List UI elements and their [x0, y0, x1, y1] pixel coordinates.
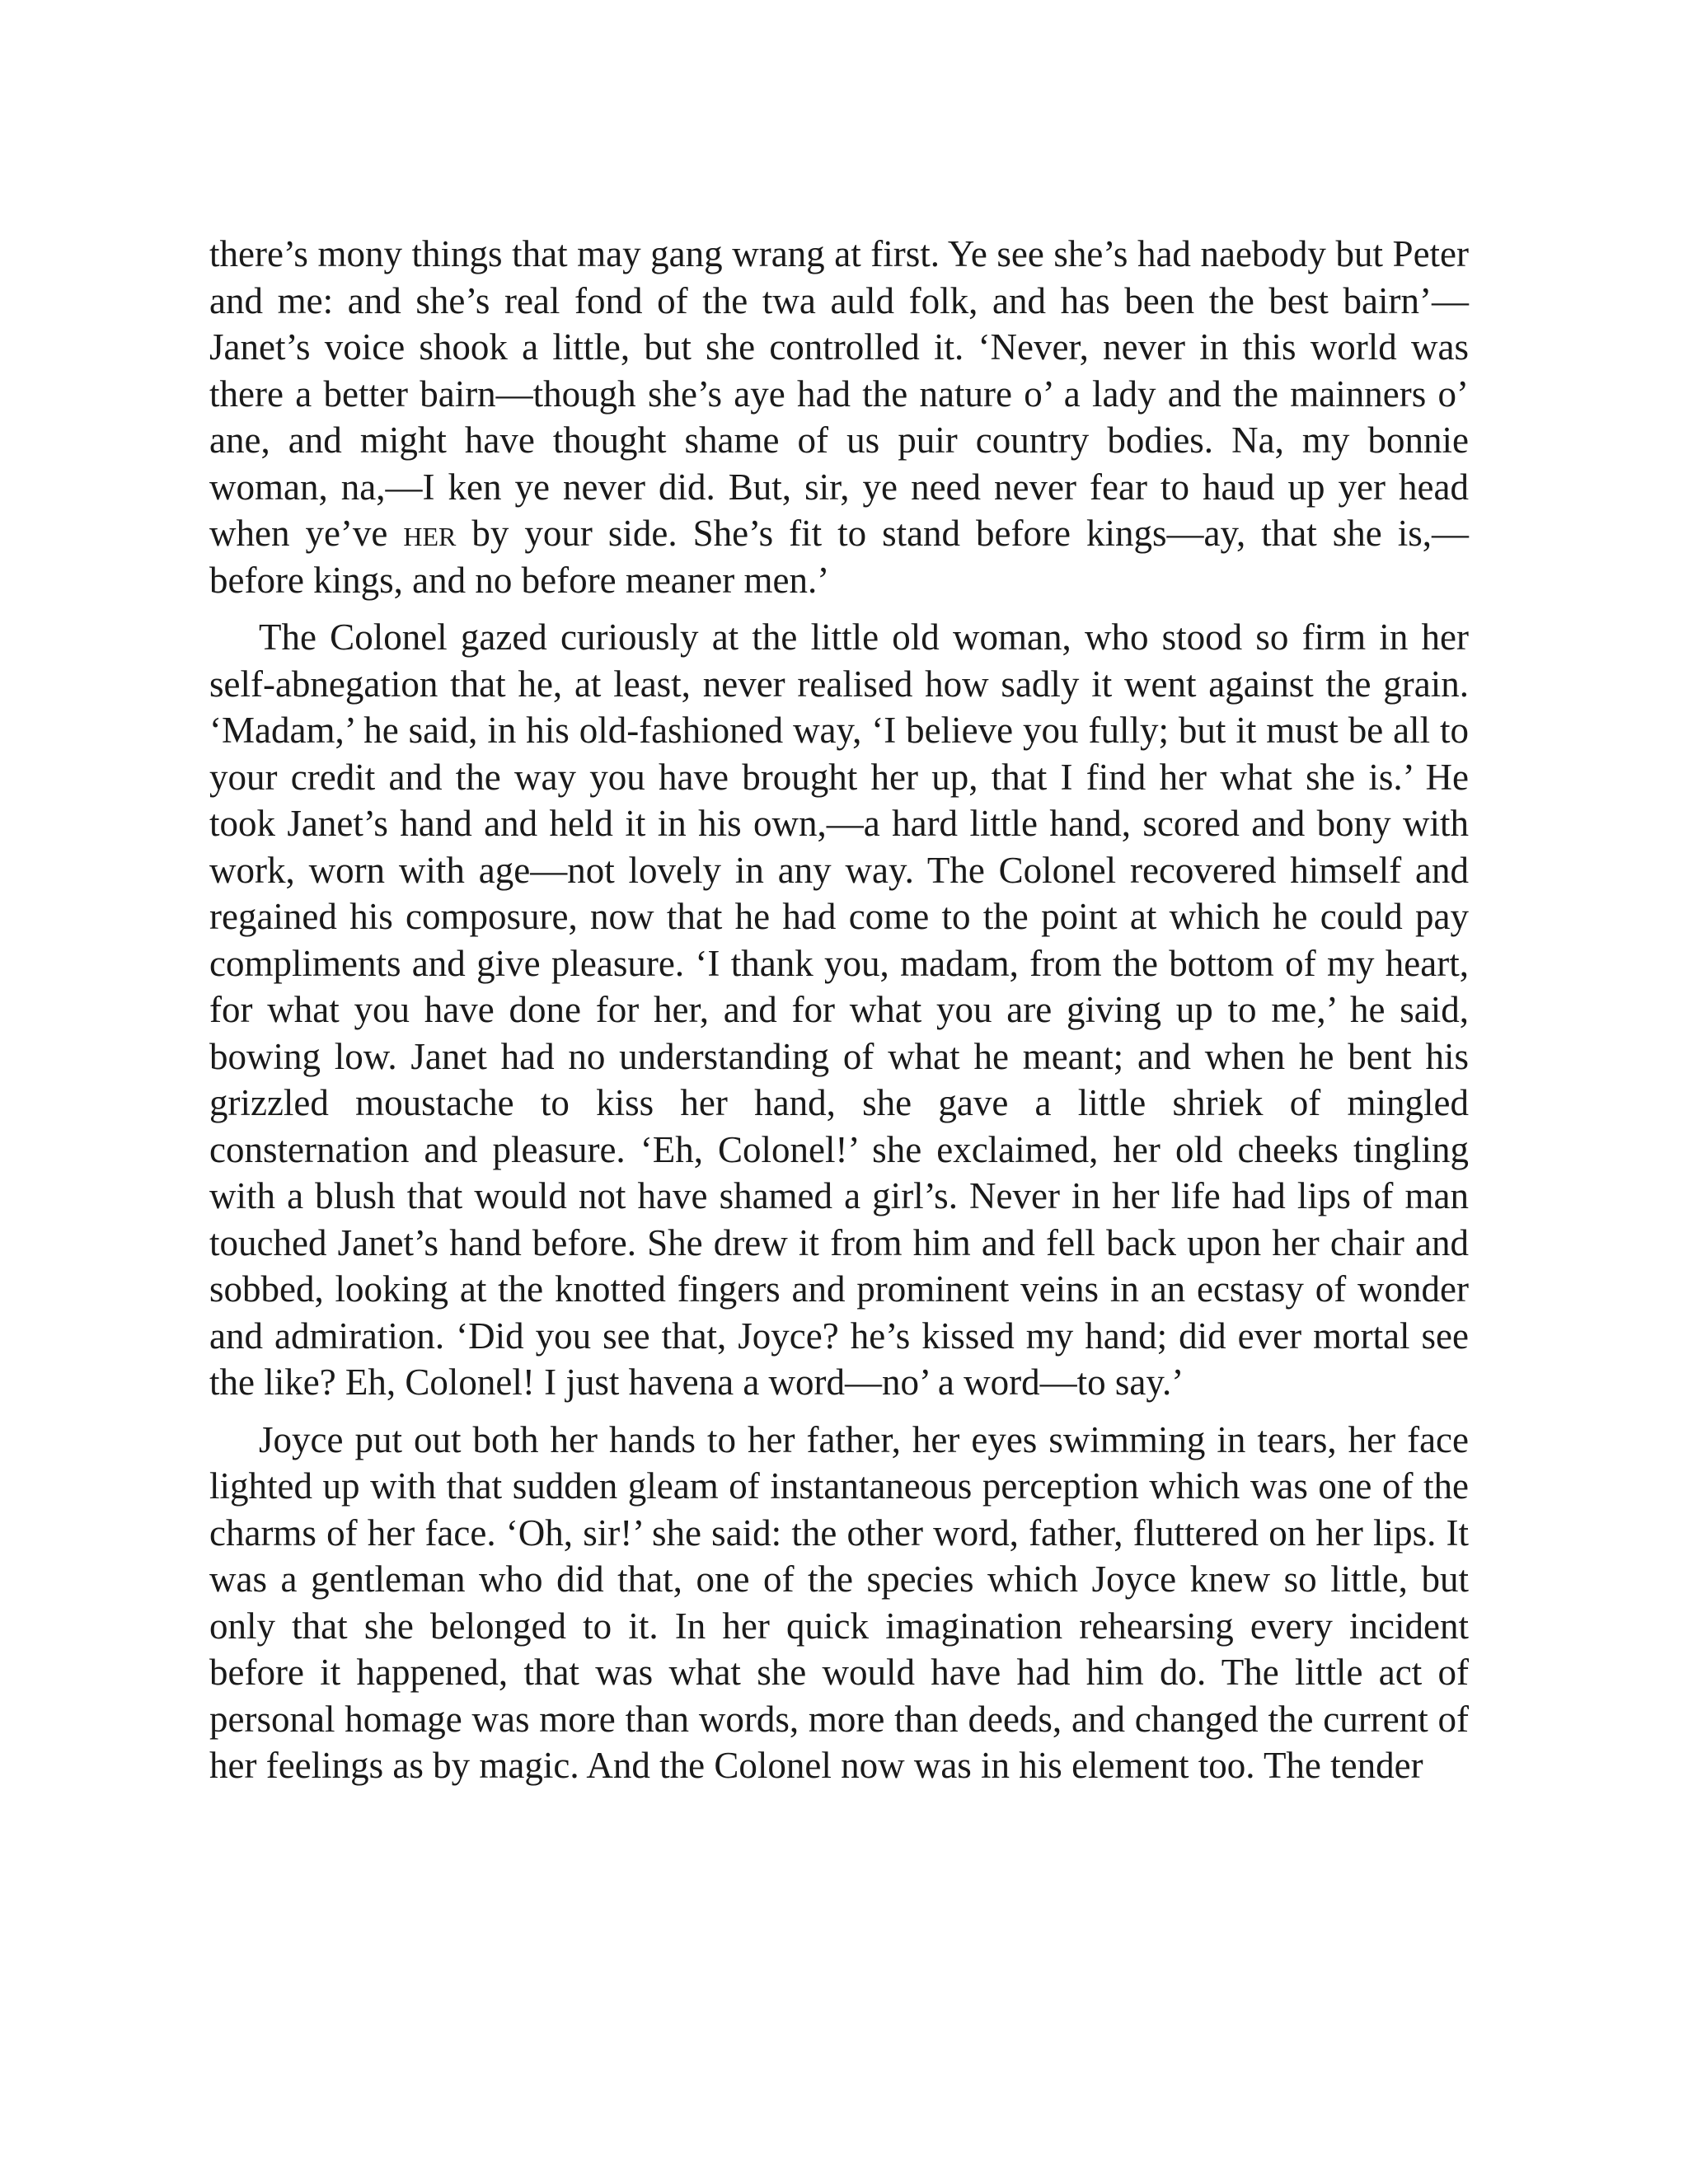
paragraph-2: The Colonel gazed curiously at the little old woman, who stood so firm in her self-abnegation that he, at least, never realised how sadly it went against the grain. ‘Madam,’ he said, in his old-fashioned way, ‘I believe you fully; but it must be all to your credit and the way you have brought her up, that I find her what she is.’ He took Janet’s hand and held it in his own,—a hard little hand, scored and bony with work, worn with age—not lovely in any way. The Colonel recovered himself and regained his composure, now that he had come to the point at which he could pay compliments and give pleasure. ‘I thank you, madam, from the bottom of my heart, for what you have done for her, and for what you are giving up to me,’ he said, bowing low. Janet had no understanding of what he meant; and when he bent his grizzled moustache to kiss her hand, she gave a little shriek of mingled consternation and pleasure. ‘Eh, Colonel!’ she exclaimed, her old cheeks tingling with a blush that would not have shamed a girl’s. Never in her life had lips of man touched Janet’s hand before. She drew it from him and fell back upon her chair and sobbed, looking at the knotted fingers and prominent veins in an ecstasy of wonder and admiration. ‘Did you see that, Joyce? he’s kissed my hand; did ever mortal see the like? Eh, Colonel! I just havena a word—no’ a word—to say.’ [209, 616, 1469, 1403]
page-body [209, 231, 1469, 1800]
paragraph-1-text-end: by your side. She’s fit to stand before kings—ay, that she is,—before kings, and no before meaner men.’ [209, 513, 1469, 601]
paragraph-1-text-start: there’s mony things that may gang wrang at first. Ye see she’s had naebody but Peter and me: and she’s real fond of the twa auld folk, and has been the best bairn’—Janet’s voice shook a little, but she controlled it. ‘Never, never in this world was there a better bairn—though she’s aye had the nature o’ a lady and the mainners o’ ane, and might have thought shame of us puir country bodies. Na, my bonnie woman, na,—I ken ye never did. But, sir, ye need never fear to haud up yer head when ye’ve [209, 233, 1469, 554]
paragraph-3: Joyce put out both her hands to her father, her eyes swimming in tears, her face lighted up with that sudden gleam of instantaneous perception which was one of the charms of her face. ‘Oh, sir!’ she said: the other word, father, fluttered on her lips. It was a gentleman who did that, one of the species which Joyce knew so little, but only that she belonged to it. In her quick imagination rehearsing every incident before it happened, that was what she would have had him do. The little act of personal homage was more than words, more than deeds, and changed the current of her feelings as by magic. And the Colonel now was in his element too. The tender [209, 1418, 1469, 1786]
emphasis-her: her [403, 513, 457, 554]
paragraph-1 [209, 231, 1469, 603]
